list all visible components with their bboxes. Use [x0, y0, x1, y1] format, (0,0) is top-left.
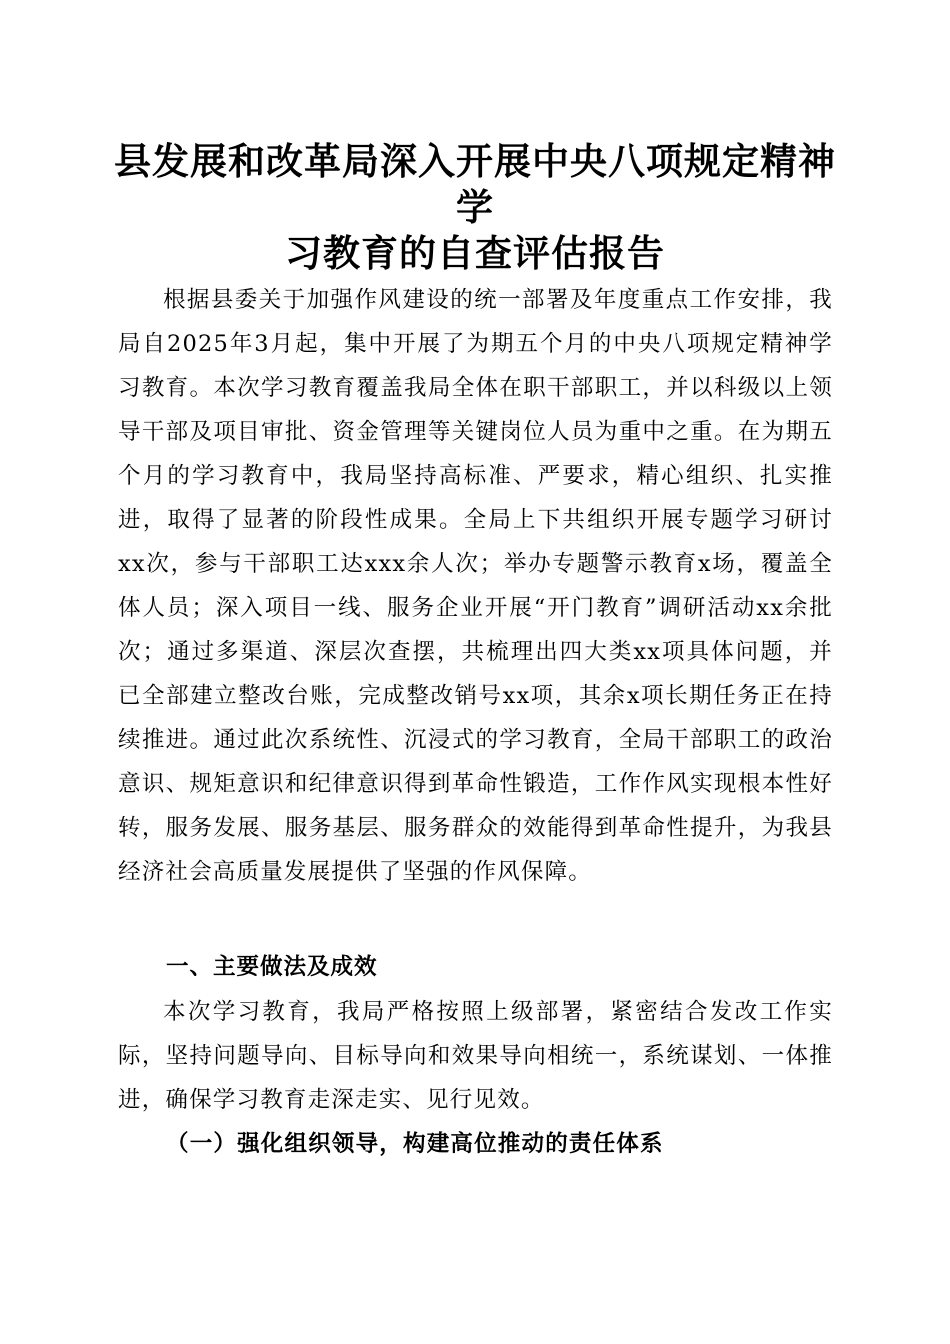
document-title	[100, 138, 850, 276]
section-heading-main-practices: 一、主要做法及成效	[166, 954, 378, 980]
intro-paragraph: 根据县委关于加强作风建设的统一部署及年度重点工作安排，我局自2025年3月起，集中开展了为期五个月的中央八项规定精神学习教育。本次学习教育覆盖我局全体在职干部职工，并以科级以上领导干部及项目审批、资金管理等关键岗位人员为重中之重。在为期五个月的学习教育中，我局坚持高标准、严要求，精心组织、扎实推进，取得了显著的阶段性成果。全局上下共组织开展专题学习研讨xx次，参与干部职工达xxx余人次；举办专题警示教育x场，覆盖全体人员；深入项目一线、服务企业开展“开门教育”调研活动xx余批次；通过多渠道、深层次查摆，共梳理出四大类xx项具体问题，并已全部建立整改台账，完成整改销号xx项，其余x项长期任务正在持续推进。通过此次系统性、沉浸式的学习教育，全局干部职工的政治意识、规矩意识和纪律意识得到革命性锻造，工作作风实现根本性好转，服务发展、服务基层、服务群众的效能得到革命性提升，为我县经济社会高质量发展提供了坚强的作风保障。	[118, 287, 833, 885]
document-title-line-2: 习教育的自查评估报告	[285, 231, 665, 275]
subsection-heading-organization: （一）强化组织领导，构建高位推动的责任体系	[166, 1131, 664, 1157]
document-title-line-1: 县发展和改革局深入开展中央八项规定精神学	[114, 139, 836, 229]
section-paragraph: 本次学习教育，我局严格按照上级部署，紧密结合发改工作实际，坚持问题导向、目标导向和效果导向相统一，系统谋划、一体推进，确保学习教育走深走实、见行见效。	[118, 999, 833, 1113]
